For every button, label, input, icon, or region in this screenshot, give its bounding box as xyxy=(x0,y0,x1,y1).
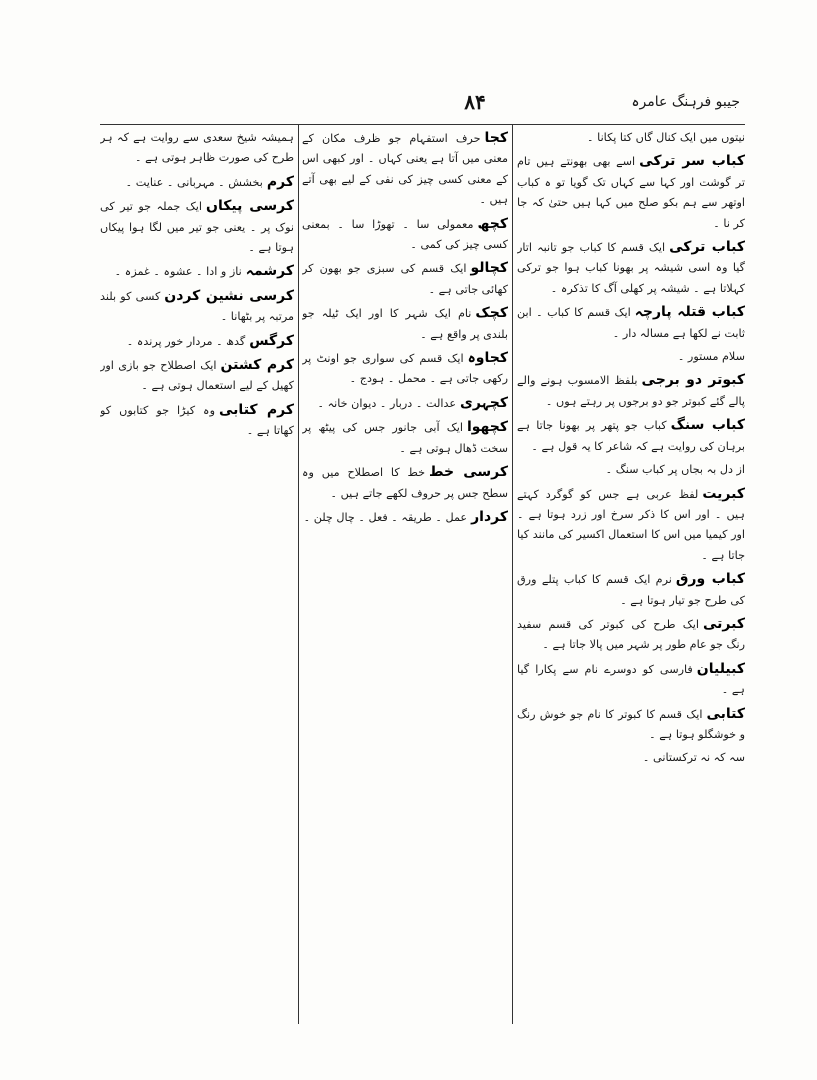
entry-headword: کباب ورق xyxy=(675,571,745,588)
dictionary-entry xyxy=(100,400,294,442)
entry-headword: کردار xyxy=(471,508,508,525)
entry-text: حرف استفہام جو ظرف مکان کے معنی میں آتا ہے یعنی کہاں ۔ اور کبھی اس کے معنی کسی چیز کی نفی کے لیے بھی آتے ہیں ۔ xyxy=(302,132,508,207)
entry-text: خط کا اصطلاح میں وہ سطح جس پر حروف لکھے جاتے ہیں ۔ xyxy=(302,466,508,500)
entry-headword: کبوتر دو برجی xyxy=(641,372,745,389)
column-divider-right xyxy=(512,124,513,1024)
entry-text: سہ کہ نہ ترکستانی ۔ xyxy=(642,751,745,765)
dictionary-entry xyxy=(517,659,745,701)
entry-headword: کرسی نشین کردن xyxy=(164,287,294,304)
entry-text: فارسی کو دوسرے نام سے پکارا گیا ہے ۔ xyxy=(517,662,745,697)
entry-text: ہمیشہ شیخ سعدی سے روایت ہے کہ ہر طرح کی صورت ظاہر ہوتی ہے ۔ xyxy=(100,131,294,165)
entry-text: ایک قسم کا کباب ۔ ابن ثابت نے لکھا ہے مسالہ دار ۔ xyxy=(517,306,745,340)
entry-text: ایک قسم کی سبزی جو بھون کر کھائی جاتی ہے ۔ xyxy=(302,262,508,296)
entry-headword: کجا xyxy=(484,130,508,146)
dictionary-entry xyxy=(517,460,745,480)
entry-text: گدھ ۔ مردار خور پرندہ ۔ xyxy=(126,334,246,348)
entry-headword: کرگس xyxy=(249,332,294,349)
dictionary-entry xyxy=(302,393,508,414)
dictionary-entry xyxy=(302,507,508,528)
dictionary-entry xyxy=(517,302,745,344)
entry-headword: کرسی پیکاں xyxy=(206,198,294,215)
entry-text: وہ کیڑا جو کتابوں کو کھاتا ہے ۔ xyxy=(100,403,294,438)
column-right xyxy=(517,128,745,1033)
dictionary-entry xyxy=(100,331,294,352)
entry-text: بخشش ۔ مہربانی ۔ عنایت ۔ xyxy=(125,175,263,189)
entry-headword: کجاوہ xyxy=(467,350,508,367)
column-middle xyxy=(302,128,508,1033)
running-head: جیبو فرہنگ عامرہ xyxy=(631,94,740,110)
entry-text: نیتوں میں ایک کنال گاں کتا پکانا ۔ xyxy=(587,131,745,144)
entry-headword: کرشمہ xyxy=(245,263,294,280)
dictionary-entry xyxy=(517,347,745,367)
column-divider-left xyxy=(298,124,299,1024)
dictionary-entry xyxy=(302,462,508,504)
entry-text: سلام مستور ۔ xyxy=(677,350,745,364)
entry-headword: کباب ترکی xyxy=(669,239,745,256)
dictionary-entry xyxy=(100,286,294,328)
dictionary-entry xyxy=(517,128,745,148)
entry-text: نرم ایک قسم کا کباب پتلے ورق کی طرح جو تیار ہوتا ہے ۔ xyxy=(517,573,745,607)
dictionary-entry xyxy=(517,415,745,457)
entry-text: نام ایک شہر کا اور ایک ٹیلہ جو بلندی پر واقع ہے ۔ xyxy=(302,307,508,341)
entry-headword: کچک xyxy=(475,305,508,322)
entry-headword: کبیلیان xyxy=(696,660,745,677)
entry-text: معمولی سا ۔ تھوڑا سا ۔ بمعنی کسی چیز کی کمی ۔ xyxy=(302,217,508,252)
entry-text: ایک قسم کی سواری جو اونٹ پر رکھی جاتی ہے ۔ محمل ۔ ہودج ۔ xyxy=(302,352,508,386)
entry-text: ناز و ادا ۔ عشوہ ۔ غمزہ ۔ xyxy=(114,265,242,279)
entry-headword: کرسی خط xyxy=(429,464,508,481)
dictionary-entry xyxy=(302,214,508,256)
entry-headword: کبریت xyxy=(702,485,745,502)
dictionary-entry xyxy=(517,748,745,768)
page-number: ۸۴ xyxy=(464,90,486,114)
entry-headword: کچھوا xyxy=(466,419,508,436)
dictionary-entry xyxy=(100,261,294,282)
entry-headword: کچھ xyxy=(477,215,508,232)
entry-headword: کچالو xyxy=(470,260,508,277)
dictionary-entry xyxy=(302,303,508,345)
entry-text: بلفظ الامسوب ہونے والے پالے گئے کبوتر جو دو برجوں پر رہتے ہوں ۔ xyxy=(517,374,745,408)
entry-text: ایک اصطلاح جو بازی اور کھیل کے لیے استعمال ہوتی ہے ۔ xyxy=(100,359,294,393)
entry-headword: کباب سنگ xyxy=(670,417,745,434)
dictionary-entry xyxy=(100,355,294,397)
entry-text: ایک قسم کا کبوتر کا نام جو خوش رنگ و خوشگلو ہوتا ہے ۔ xyxy=(517,707,745,741)
dictionary-entry xyxy=(517,614,745,656)
entry-text: اسے بھی بھونتے ہیں تام تر گوشت اور کہا سے کہاں تک گویا تو ہ کباب اوتھر سے ہم بکو صلح میں کہا ہیں حتیٰ کہ جا کر نا ۔ xyxy=(517,155,745,230)
dictionary-entry xyxy=(302,258,508,300)
entry-text: عدالت ۔ دربار ۔ دیوان خانہ ۔ xyxy=(317,396,457,410)
header-rule xyxy=(100,124,745,125)
dictionary-entry xyxy=(517,151,745,234)
entry-text: کسی کو بلند مرتبہ پر بٹھانا ۔ xyxy=(100,289,294,324)
entry-text: ایک آبی جانور جس کی پیٹھ پر سخت ڈھال ہوتی ہے ۔ xyxy=(302,421,508,455)
dictionary-entry xyxy=(302,348,508,390)
dictionary-entry xyxy=(302,417,508,459)
entry-text: از دل بہ بجاں پر کباب سنگ ۔ xyxy=(605,463,745,477)
entry-text: ایک قسم کا کباب جو تانبہ اتار گیا وہ اسی شیشہ پر بھونا کباب ہوا جو ترکی کہلاتا ہے ۔ شیشہ پر کھلی آگ کا تذکرہ ۔ xyxy=(517,241,745,295)
entry-headword: کرم xyxy=(266,173,294,190)
dictionary-entry xyxy=(517,370,745,412)
entry-text: ایک جملہ جو تیر کی نوک پر ۔ یعنی جو تیر میں لگا ہوا پیکاں ہوتا ہے ۔ xyxy=(100,200,294,255)
dictionary-entry xyxy=(302,128,508,211)
entry-headword: کچہری xyxy=(460,394,508,411)
dictionary-entry xyxy=(100,128,294,169)
dictionary-entry xyxy=(517,484,745,567)
entry-headword: کباب سر ترکی xyxy=(639,153,745,170)
dictionary-entry xyxy=(100,196,294,258)
page-header xyxy=(100,86,740,126)
entry-headword: کبرتی xyxy=(703,615,745,632)
dictionary-entry xyxy=(100,172,294,193)
entry-text: ایک طرح کی کبوتر کی قسم سفید رنگ جو عام طور پر شہر میں پالا جاتا ہے ۔ xyxy=(517,617,745,652)
entry-headword: کرم کتابی xyxy=(219,401,294,418)
dictionary-entry xyxy=(517,237,745,299)
entry-headword: کباب قتلہ پارچہ xyxy=(634,304,745,321)
entry-headword: کتابی xyxy=(706,705,745,722)
dictionary-entry xyxy=(517,704,745,746)
column-left xyxy=(100,128,294,1033)
dictionary-entry xyxy=(517,569,745,611)
entry-headword: کرم کشتن xyxy=(220,357,294,374)
entry-text: عمل ۔ طریقہ ۔ فعل ۔ چال چلن ۔ xyxy=(303,510,468,524)
entry-text: لفظ عربی ہے جس کو گوگرد کہتے ہیں ۔ اور اس کا ذکر سرخ اور زرد ہوتا ہے ۔ اور کیمیا میں اس کا استعمال اکسیر کی مانند کیا جاتا ہے ۔ xyxy=(517,487,745,562)
entry-text: کباب جو پتھر پر بھونا جاتا ہے برہان کی روایت ہے کہ شاعر کا یہ قول ہے ۔ xyxy=(517,419,745,453)
